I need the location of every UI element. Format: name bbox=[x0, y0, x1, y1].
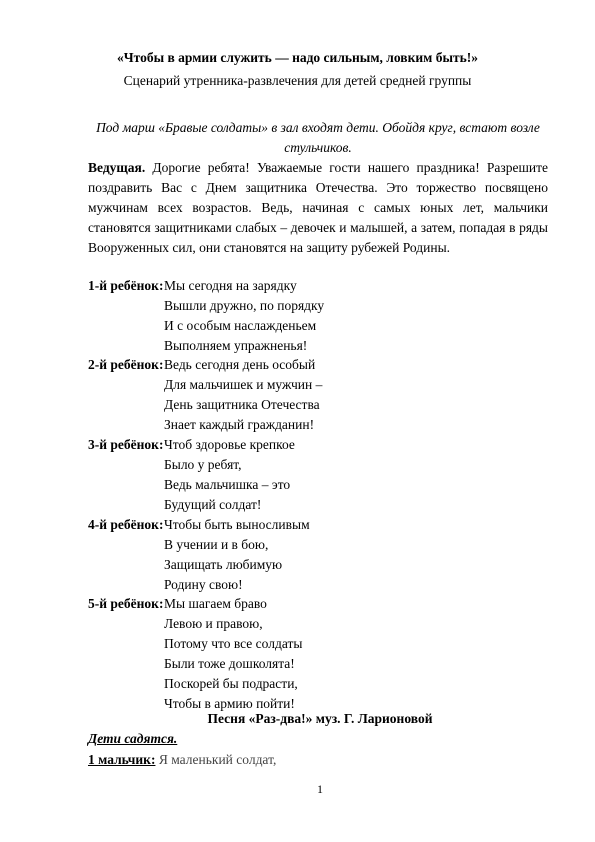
stanza-line: Выполняем упражненья! bbox=[164, 338, 308, 353]
stanza bbox=[88, 515, 548, 595]
speaker-label: 3-й ребёнок: bbox=[88, 437, 164, 452]
stanza-line: Знает каждый гражданин! bbox=[164, 417, 315, 432]
stanza-line: 4-й ребёнок:Чтобы быть выносливым bbox=[88, 515, 548, 535]
stage-direction: Под марш «Бравые солдаты» в зал входят дети. Обойдя круг, встают возле стульчиков. bbox=[96, 120, 540, 155]
host-paragraph bbox=[88, 158, 548, 258]
stanza-line: Были тоже дошколята! bbox=[164, 656, 295, 671]
speaker-label: 2-й ребёнок: bbox=[88, 357, 164, 372]
children-sit-direction: Дети садятся. bbox=[88, 731, 178, 746]
speaker-label: 5-й ребёнок: bbox=[88, 596, 164, 611]
boy-label: 1 мальчик: bbox=[88, 752, 156, 767]
stanza-line: Будущий солдат! bbox=[164, 497, 262, 512]
page-title: «Чтобы в армии служить — надо сильным, ловким быть!» bbox=[116, 50, 479, 65]
stanza-line: 5-й ребёнок:Мы шагаем браво bbox=[88, 594, 548, 614]
stanza-line: Потому что все солдаты bbox=[164, 636, 303, 651]
speaker-label: 4-й ребёнок: bbox=[88, 517, 164, 532]
stanza-line: Родину свою! bbox=[164, 577, 243, 592]
stanza-line: Левою и правою, bbox=[164, 616, 263, 631]
stanza-line: Было у ребят, bbox=[164, 457, 242, 472]
stanza bbox=[88, 355, 548, 435]
stanza-line: Вышли дружно, по порядку bbox=[164, 298, 325, 313]
stanza-line: 1-й ребёнок:Мы сегодня на зарядку bbox=[88, 276, 548, 296]
boy-line bbox=[88, 752, 276, 768]
stanza-line: Поскорей бы подрасти, bbox=[164, 676, 298, 691]
host-text: Дорогие ребята! Уважаемые гости нашего праздника! Разрешите поздравить Вас с Днем защитника Отечества. Это торжество посвящено мужчинам всех возрастов. Ведь, начиная с самых юных лет, мальчики становятся защитниками слабых – девочек и малышей, а затем, попадая в ряды Вооруженных сил, они становятся на защиту рубежей Родины. bbox=[88, 160, 548, 255]
stanza-line: Защищать любимую bbox=[164, 557, 283, 572]
stanza-line: Ведь мальчишка – это bbox=[164, 477, 291, 492]
stanza-line: Для мальчишек и мужчин – bbox=[164, 377, 323, 392]
page-number: 1 bbox=[317, 782, 323, 796]
stanza bbox=[88, 435, 548, 515]
stanza-line: 2-й ребёнок:Ведь сегодня день особый bbox=[88, 355, 548, 375]
stanza-line: И с особым наслажденьем bbox=[164, 318, 317, 333]
stanza bbox=[88, 276, 548, 356]
speaker-label: 1-й ребёнок: bbox=[88, 278, 164, 293]
stanza bbox=[88, 594, 548, 714]
song-title: Песня «Раз-два!» муз. Г. Ларионовой bbox=[207, 711, 433, 726]
stanza-line: В учении и в бою, bbox=[164, 537, 269, 552]
stanza-line: 3-й ребёнок:Чтоб здоровье крепкое bbox=[88, 435, 548, 455]
host-label: Ведущая. bbox=[88, 160, 146, 175]
stanza-line: День защитника Отечества bbox=[164, 397, 320, 412]
page-subtitle: Сценарий утренника-развлечения для детей средней группы bbox=[123, 73, 472, 88]
stanza-line: Чтобы в армию пойти! bbox=[164, 696, 295, 711]
boy-text: Я маленький солдат, bbox=[155, 752, 277, 767]
